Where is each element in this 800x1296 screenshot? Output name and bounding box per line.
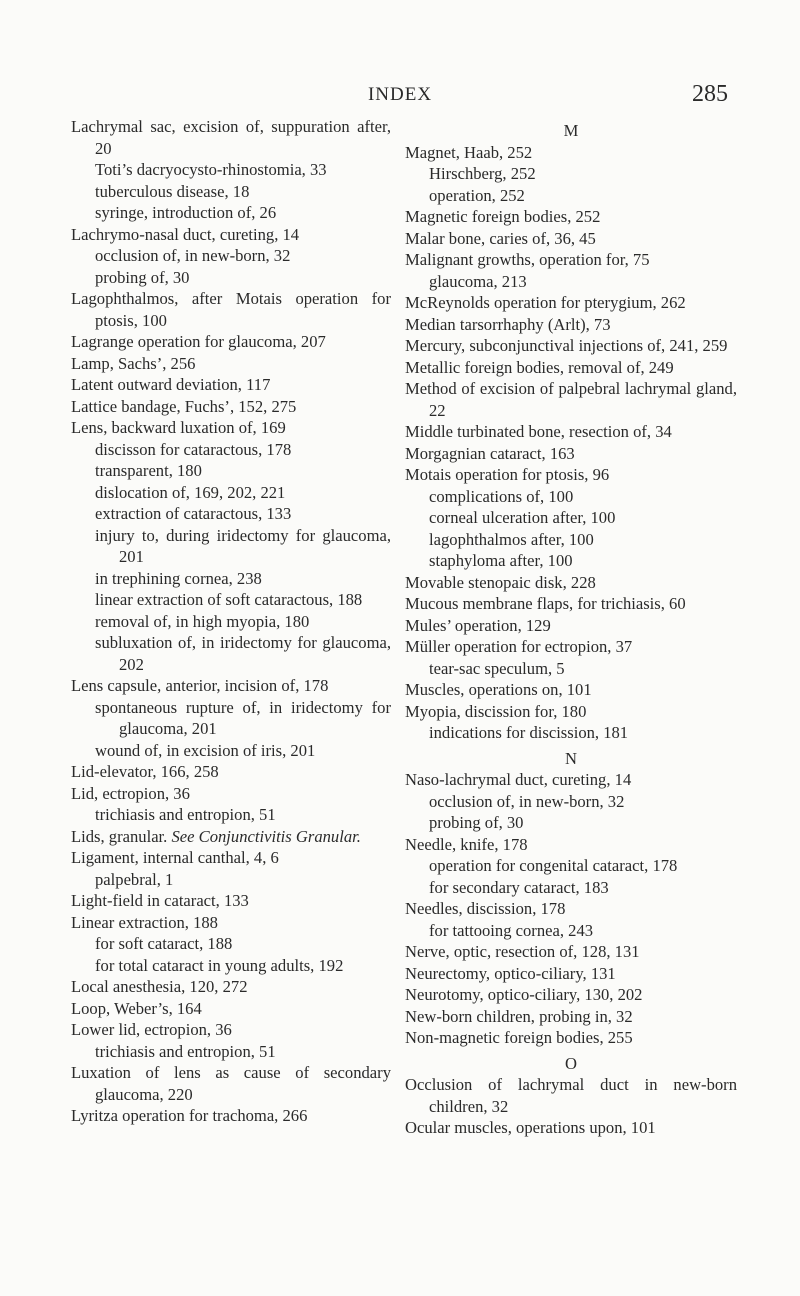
entry-text: Muscles, operations on, 101 <box>405 680 592 699</box>
index-entry <box>71 783 391 805</box>
index-entry <box>71 353 391 375</box>
index-subentry <box>71 267 391 289</box>
entry-text: Median tarsorrhaphy (Arlt), 73 <box>405 314 611 334</box>
entry-text: Needles, discission, 178 <box>405 899 566 918</box>
index-entry <box>405 1117 737 1139</box>
entry-text: Movable stenopaic disk, 228 <box>405 572 596 592</box>
entry-text: Mercury, subconjunctival injections of, 241, 259 <box>405 336 728 355</box>
index-subentry <box>405 486 737 508</box>
entry-text: glaucoma, 213 <box>429 271 527 291</box>
entry-text: Morgagnian cataract, 163 <box>405 443 575 463</box>
section-letter: O <box>565 1053 577 1073</box>
index-column-right <box>405 116 737 1139</box>
entry-text: extraction of cataractous, 133 <box>95 504 292 523</box>
index-subentry <box>71 181 391 203</box>
entry-text: removal of, in high myopia, 180 <box>95 611 310 631</box>
entry-text: spontaneous rupture of, in iridectomy for glaucoma, 201 <box>95 697 391 738</box>
index-subentry <box>405 722 737 744</box>
index-entry <box>71 1062 391 1105</box>
entry-text: Müller operation for ectropion, 37 <box>405 637 633 656</box>
entry-text: transparent, 180 <box>95 461 202 480</box>
entry-text: Lyritza operation for trachoma, 266 <box>71 1106 308 1125</box>
entry-text: subluxation of, in iridectomy for glaucoma, 202 <box>95 633 391 674</box>
index-subentry <box>71 697 391 740</box>
index-entry <box>71 116 391 159</box>
index-subentry <box>405 507 737 529</box>
index-subentry <box>71 955 391 977</box>
entry-text: Magnet, Haab, 252 <box>405 142 533 162</box>
entry-text: tear-sac speculum, 5 <box>429 658 565 678</box>
index-subentry <box>405 163 737 185</box>
index-entry <box>71 1019 391 1041</box>
index-entry <box>405 464 737 486</box>
entry-text: Needle, knife, 178 <box>405 834 528 854</box>
entry-text: dislocation of, 169, 202, 221 <box>95 482 286 502</box>
index-entry <box>405 1074 737 1117</box>
entry-text: linear extraction of soft cataractous, 188 <box>95 590 363 609</box>
entry-text: Lachrymal sac, excision of, suppuration after, 20 <box>71 117 391 158</box>
entry-text: Ocular muscles, operations upon, 101 <box>405 1118 656 1137</box>
entry-text: Light-field in cataract, 133 <box>71 891 249 910</box>
index-entry <box>405 572 737 594</box>
index-entry <box>405 443 737 465</box>
entry-text: New-born children, probing in, 32 <box>405 1006 633 1026</box>
index-entry <box>71 761 391 783</box>
index-entry <box>71 826 391 848</box>
entry-text: Nerve, optic, resection of, 128, 131 <box>405 942 640 961</box>
entry-text: Myopia, discission for, 180 <box>405 701 587 721</box>
entry-text: Malar bone, caries of, 36, 45 <box>405 228 596 248</box>
entry-text: Neurectomy, optico-ciliary, 131 <box>405 963 616 983</box>
entry-text: Mules’ operation, 129 <box>405 615 551 635</box>
entry-text: Local anesthesia, 120, 272 <box>71 977 248 996</box>
entry-text: Method of excision of palpebral lachrymal gland, 22 <box>405 379 737 420</box>
index-subentry <box>71 482 391 504</box>
index-entry <box>405 769 737 791</box>
entry-text: Lattice bandage, Fuchs’, 152, 275 <box>71 396 297 416</box>
index-entry <box>405 1027 737 1049</box>
entry-text: Lid-elevator, 166, 258 <box>71 762 219 781</box>
entry-text: for total cataract in young adults, 192 <box>95 955 344 975</box>
page-number: 285 <box>692 81 728 107</box>
index-entry <box>71 224 391 246</box>
entry-text: Luxation of lens as cause of secondary glaucoma, 220 <box>71 1063 391 1104</box>
index-subentry <box>405 529 737 551</box>
index-entry <box>405 228 737 250</box>
index-subentry <box>405 271 737 293</box>
entry-text: Lens capsule, anterior, incision of, 178 <box>71 676 329 695</box>
index-entry <box>405 679 737 701</box>
index-entry <box>71 976 391 998</box>
index-entry <box>405 615 737 637</box>
entry-text: Non-magnetic foreign bodies, 255 <box>405 1028 633 1047</box>
index-entry <box>71 998 391 1020</box>
entry-text: operation for congenital cataract, 178 <box>429 856 678 875</box>
index-subentry <box>71 439 391 461</box>
index-entry <box>71 675 391 697</box>
index-entry <box>71 417 391 439</box>
entry-text: trichiasis and entropion, 51 <box>95 805 276 824</box>
entry-text: complications of, 100 <box>429 486 574 506</box>
entry-text: probing of, 30 <box>95 267 190 287</box>
index-entry <box>405 314 737 336</box>
entry-text: injury to, during iridectomy for glaucoma, 201 <box>95 525 391 566</box>
index-subentry <box>405 812 737 834</box>
entry-text: syringe, introduction of, 26 <box>95 203 277 222</box>
entry-text: lagophthalmos after, 100 <box>429 529 594 549</box>
entry-text: Lagrange operation for glaucoma, 207 <box>71 332 326 351</box>
entry-text: occlusion of, in new-born, 32 <box>429 791 625 811</box>
index-entry <box>405 335 737 357</box>
entry-text: Loop, Weber’s, 164 <box>71 998 202 1018</box>
index-subentry <box>71 740 391 762</box>
index-subentry <box>405 877 737 899</box>
entry-text: Metallic foreign bodies, removal of, 249 <box>405 357 674 377</box>
index-subentry <box>71 632 391 675</box>
entry-text: Lachrymo-nasal duct, cureting, 14 <box>71 224 300 244</box>
entry-text: Lid, ectropion, 36 <box>71 783 190 803</box>
entry-text: indications for discission, 181 <box>429 723 629 742</box>
index-entry <box>405 593 737 615</box>
index-entry <box>71 396 391 418</box>
cross-reference: See Conjunctivitis Granular. <box>171 826 361 846</box>
index-subentry <box>71 525 391 568</box>
index-subentry <box>405 185 737 207</box>
entry-text: in trephining cornea, 238 <box>95 568 262 588</box>
entry-text: Malignant growths, operation for, 75 <box>405 250 650 269</box>
entry-text: Hirschberg, 252 <box>429 164 536 183</box>
index-column-left <box>71 116 391 1127</box>
entry-text: Mucous membrane flaps, for trichiasis, 60 <box>405 594 686 613</box>
index-entry <box>405 701 737 723</box>
entry-text: Magnetic foreign bodies, 252 <box>405 207 601 226</box>
entry-text: Naso-lachrymal duct, cureting, 14 <box>405 770 632 789</box>
entry-text: corneal ulceration after, 100 <box>429 508 616 527</box>
index-entry <box>405 1006 737 1028</box>
entry-text: trichiasis and entropion, 51 <box>95 1041 276 1061</box>
entry-text: Lids, granular. <box>71 826 172 846</box>
index-entry <box>71 1105 391 1127</box>
index-subentry <box>405 855 737 877</box>
index-subentry <box>71 245 391 267</box>
section-letter: N <box>565 748 577 768</box>
entry-text: Toti’s dacryocysto-rhinostomia, 33 <box>95 160 327 179</box>
index-entry <box>405 941 737 963</box>
entry-text: Lower lid, ectropion, 36 <box>71 1020 232 1039</box>
entry-text: for soft cataract, 188 <box>95 934 233 953</box>
entry-text: for secondary cataract, 183 <box>429 877 609 897</box>
index-subentry <box>71 611 391 633</box>
entry-text: Lamp, Sachs’, 256 <box>71 353 196 373</box>
index-subentry <box>71 804 391 826</box>
index-subentry <box>405 658 737 680</box>
entry-text: for tattooing cornea, 243 <box>429 920 594 940</box>
entry-text: probing of, 30 <box>429 813 524 832</box>
entry-text: Middle turbinated bone, resection of, 34 <box>405 422 672 441</box>
index-entry <box>405 292 737 314</box>
index-subentry <box>405 920 737 942</box>
entry-text: Motais operation for ptosis, 96 <box>405 465 610 484</box>
index-subentry <box>71 869 391 891</box>
index-entry <box>71 912 391 934</box>
index-subentry <box>71 202 391 224</box>
index-entry <box>405 636 737 658</box>
entry-text: Latent outward deviation, 117 <box>71 375 271 394</box>
index-entry <box>71 847 391 869</box>
entry-text: Linear extraction, 188 <box>71 912 218 932</box>
index-entry <box>71 890 391 912</box>
entry-text: Lens, backward luxation of, 169 <box>71 418 286 437</box>
entry-text: tuberculous disease, 18 <box>95 181 250 201</box>
entry-text: occlusion of, in new-born, 32 <box>95 246 291 265</box>
entry-text: Neurotomy, optico-ciliary, 130, 202 <box>405 985 643 1004</box>
index-entry <box>405 357 737 379</box>
index-entry <box>405 898 737 920</box>
entry-text: Occlusion of lachrymal duct in new-born children, 32 <box>405 1075 737 1116</box>
index-subentry <box>71 460 391 482</box>
index-entry <box>71 288 391 331</box>
index-subentry <box>71 589 391 611</box>
index-subentry <box>71 159 391 181</box>
index-subentry <box>71 1041 391 1063</box>
index-subentry <box>71 568 391 590</box>
index-subentry <box>71 503 391 525</box>
entry-text: Ligament, internal canthal, 4, 6 <box>71 848 279 867</box>
index-entry <box>405 142 737 164</box>
index-entry <box>71 331 391 353</box>
entry-text: McReynolds operation for pterygium, 262 <box>405 293 686 312</box>
index-subentry <box>405 791 737 813</box>
entry-text: discisson for cataractous, 178 <box>95 439 292 459</box>
index-entry <box>405 378 737 421</box>
index-subentry <box>405 550 737 572</box>
index-entry <box>71 374 391 396</box>
entry-text: wound of, in excision of iris, 201 <box>95 740 316 760</box>
entry-text: Lagophthalmos, after Motais operation for ptosis, 100 <box>71 289 391 330</box>
entry-text: palpebral, 1 <box>95 869 174 889</box>
index-subentry <box>71 933 391 955</box>
index-entry <box>405 834 737 856</box>
entry-text: operation, 252 <box>429 185 525 205</box>
index-entry <box>405 984 737 1006</box>
index-entry <box>405 963 737 985</box>
index-entry <box>405 249 737 271</box>
running-head <box>0 81 800 114</box>
entry-text: staphyloma after, 100 <box>429 551 573 570</box>
index-entry <box>405 421 737 443</box>
section-letter: M <box>563 121 579 140</box>
page-title: INDEX <box>367 84 433 105</box>
index-entry <box>405 206 737 228</box>
